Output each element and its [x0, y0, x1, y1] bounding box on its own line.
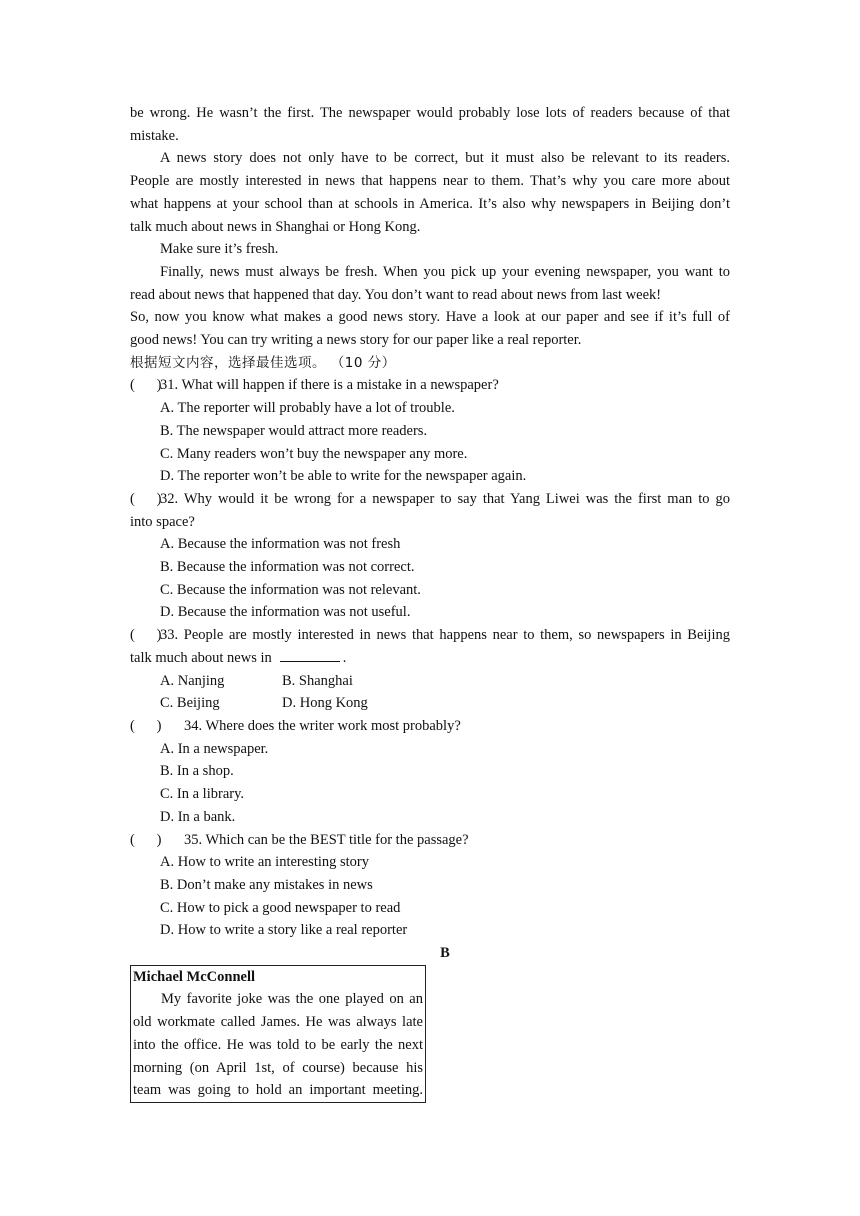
option-b: B. Because the information was not correct. [160, 559, 415, 576]
question-32 [130, 488, 730, 624]
option-a: A. How to write an interesting story [160, 854, 370, 871]
option-a: A. The reporter will probably have a lot of trouble. [160, 400, 455, 417]
question-text-cont: into space? [130, 513, 195, 530]
box-line: team was going to hold an important meeting. [133, 1082, 423, 1099]
passage-line: talk much about news in Shanghai or Hong Kong. [130, 218, 421, 235]
answer-blank[interactable]: ( ) [130, 627, 162, 644]
question-31 [130, 374, 730, 488]
box-author-name: Michael McConnell [133, 968, 256, 985]
option-c: C. Beijing [160, 695, 220, 712]
option-a: A. Because the information was not fresh [160, 536, 401, 553]
passage-line: what happens at your school than at schools in America. It’s also why newspapers in Beijing don’t [130, 195, 730, 212]
option-d: D. Because the information was not useful. [160, 604, 411, 621]
passage-line: mistake. [130, 127, 179, 144]
question-34 [130, 715, 730, 829]
question-text: 35. Which can be the BEST title for the passage? [184, 831, 469, 848]
question-text: 31. What will happen if there is a mistake in a newspaper? [160, 377, 499, 394]
option-c: C. How to pick a good newspaper to read [160, 899, 401, 916]
passage-line: Finally, news must always be fresh. When you pick up your evening newspaper, you want to [160, 263, 730, 280]
passage-line: People are mostly interested in news that happens near to them. That’s why you care more about [130, 173, 730, 190]
question-text-cont: talk much about news in [130, 649, 272, 666]
passage-line: be wrong. He wasn’t the first. The newspaper would probably lose lots of readers because of that [130, 105, 730, 121]
question-text-end: . [342, 649, 347, 666]
option-c: C. Because the information was not relevant. [160, 581, 421, 598]
instruction: 根据短文内容，选择最佳选项。 （10 分） [130, 354, 396, 371]
box-line: My favorite joke was the one played on an [161, 991, 423, 1008]
text-box [130, 965, 426, 1103]
passage-subheading: Make sure it’s fresh. [160, 241, 279, 258]
option-c: C. Many readers won’t buy the newspaper any more. [160, 445, 468, 462]
question-text: 33. People are mostly interested in news that happens near to them, so newspapers in Beijing [160, 627, 730, 644]
option-row [130, 670, 730, 693]
option-d: D. In a bank. [160, 808, 236, 825]
option-b: B. Don’t make any mistakes in news [160, 876, 373, 893]
section-label: B [440, 945, 450, 962]
option-a: A. Nanjing [160, 672, 225, 689]
option-c: C. In a library. [160, 786, 245, 803]
option-b: B. Shanghai [282, 672, 353, 689]
fill-in-blank[interactable] [280, 649, 340, 662]
option-b: B. In a shop. [160, 763, 234, 780]
question-text: 32. Why would it be wrong for a newspaper to say that Yang Liwei was the first man to go [160, 490, 730, 507]
box-line: old workmate called James. He was always late [133, 1014, 423, 1031]
answer-blank[interactable]: ( ) [130, 831, 162, 848]
option-a: A. In a newspaper. [160, 740, 269, 757]
option-row [130, 692, 730, 715]
document-page [130, 102, 730, 1103]
passage-line: A news story does not only have to be correct, but it must also be relevant to its readers. [160, 150, 730, 167]
option-d: D. The reporter won’t be able to write for the newspaper again. [160, 468, 527, 485]
answer-blank[interactable]: ( ) [130, 490, 162, 507]
answer-blank[interactable]: ( ) [130, 717, 162, 734]
question-35 [130, 829, 730, 943]
passage-line: good news! You can try writing a news story for our paper like a real reporter. [130, 332, 582, 349]
option-b: B. The newspaper would attract more readers. [160, 422, 428, 439]
option-d: D. How to write a story like a real reporter [160, 922, 408, 939]
option-d: D. Hong Kong [282, 695, 368, 712]
box-line: into the office. He was told to be early the next [133, 1036, 423, 1053]
box-line: morning (on April 1st, of course) because his [133, 1059, 423, 1076]
passage-line: read about news that happened that day. You don’t want to read about news from last week! [130, 286, 662, 303]
passage-line: So, now you know what makes a good news story. Have a look at our paper and see if it’s full of [130, 309, 730, 326]
question-33 [130, 624, 730, 715]
answer-blank[interactable]: ( ) [130, 377, 162, 394]
question-text: 34. Where does the writer work most probably? [184, 717, 461, 734]
